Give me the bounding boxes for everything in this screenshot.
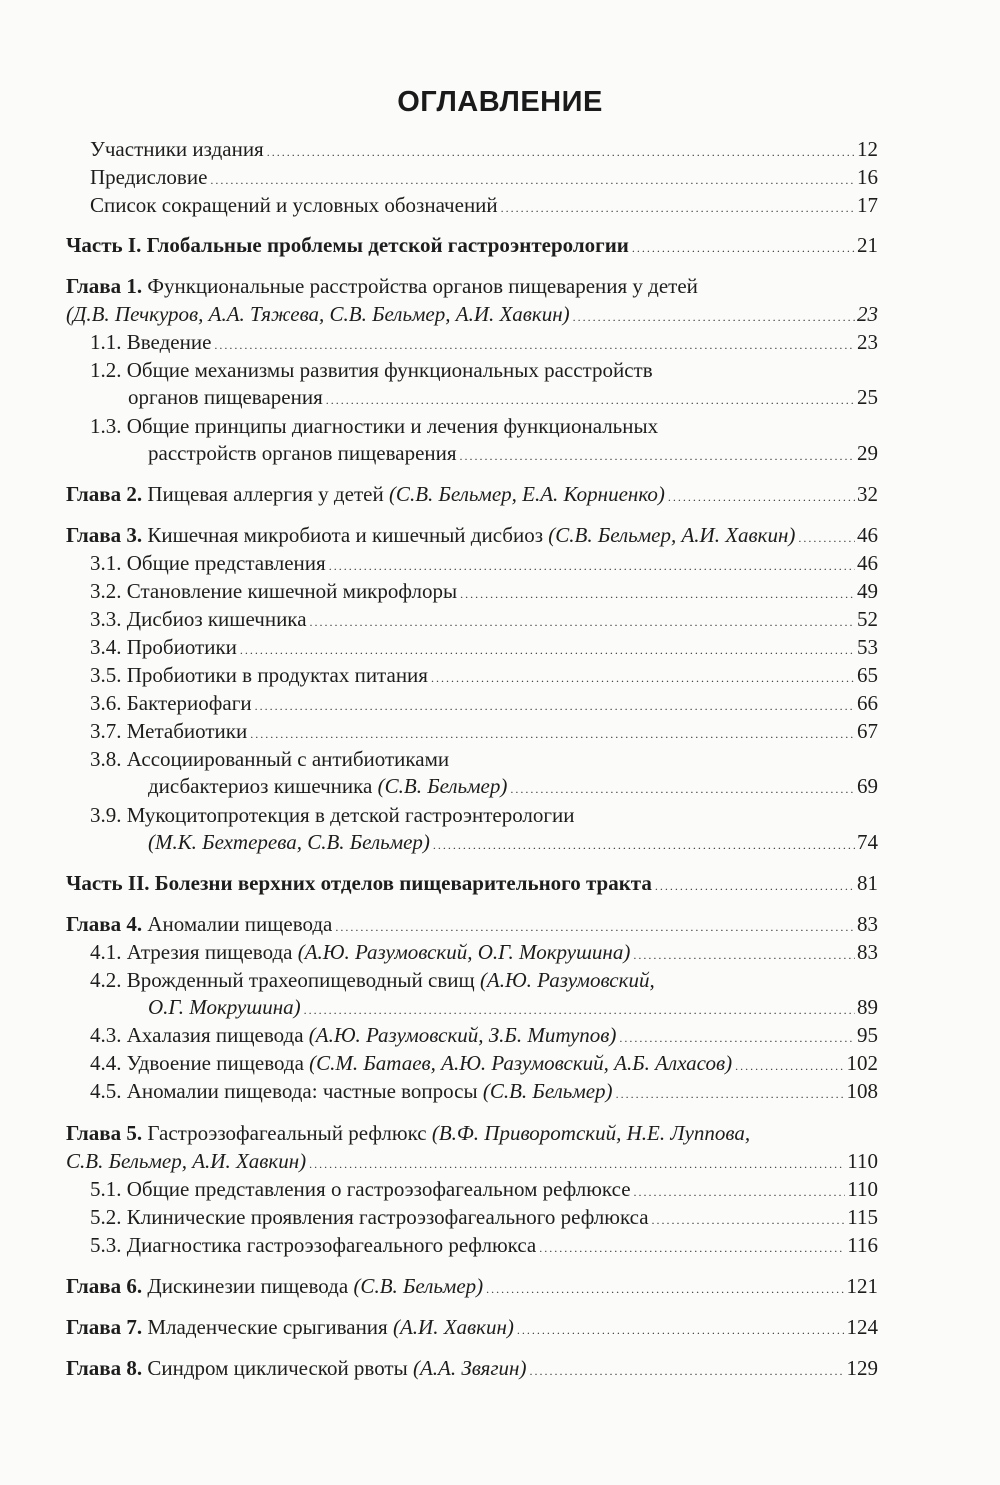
leader-dots	[634, 1179, 846, 1205]
toc-page-number: 108	[846, 1079, 878, 1103]
leader-dots	[431, 665, 855, 691]
leader-dots	[460, 443, 855, 469]
toc-page-number: 115	[847, 1205, 878, 1229]
section-authors: (А.Ю. Разумовский, О.Г. Мокрушина)	[297, 940, 631, 964]
toc-page-number: 69	[857, 774, 878, 798]
leader-dots	[310, 609, 855, 635]
leader-dots	[267, 139, 855, 165]
chapter-number: Глава 2.	[66, 482, 143, 506]
toc-page-number: 95	[857, 1023, 878, 1047]
chapter-authors: С.В. Бельмер, А.И. Хавкин)	[66, 1149, 307, 1173]
toc-section-4-1[interactable]	[90, 939, 878, 968]
section-label: 3.1. Общие представления	[90, 551, 326, 575]
chapter-title: Дискинезии пищевода	[147, 1274, 349, 1298]
toc-chapter-6[interactable]	[66, 1273, 878, 1302]
section-authors: (С.В. Бельмер)	[377, 774, 508, 798]
toc-section-3-9[interactable]	[148, 829, 878, 858]
leader-dots	[433, 832, 855, 858]
section-label: 5.2. Клинические проявления гастроэзофагеального рефлюкса	[90, 1205, 649, 1229]
toc-page-number: 32	[857, 482, 878, 506]
leader-dots	[460, 581, 855, 607]
section-label: 3.4. Пробиотики	[90, 635, 237, 659]
chapter-number: Глава 4.	[66, 912, 143, 936]
section-authors: (С.В. Бельмер)	[482, 1079, 613, 1103]
toc-chapter-2[interactable]	[66, 481, 878, 510]
toc-entry-abbreviations[interactable]	[90, 192, 878, 221]
section-authors: О.Г. Мокрушина)	[148, 995, 301, 1019]
leader-dots	[250, 721, 855, 747]
chapter-number: Глава 5.	[66, 1121, 143, 1145]
section-label: 1.1. Введение	[90, 330, 212, 354]
chapter-authors: (А.И. Хавкин)	[392, 1315, 514, 1339]
section-label: расстройств органов пищеварения	[148, 441, 457, 465]
chapter-number: Глава 8.	[66, 1356, 143, 1380]
leader-dots	[501, 195, 855, 221]
toc-section-5-2[interactable]	[90, 1204, 878, 1233]
chapter-number: Глава 6.	[66, 1274, 143, 1298]
toc-section-5-1[interactable]	[90, 1176, 878, 1205]
toc-part-1[interactable]	[66, 232, 878, 261]
toc-section-3-5[interactable]	[90, 662, 878, 691]
toc-page-number: 102	[846, 1051, 878, 1075]
toc-entry-label: Участники издания	[90, 137, 264, 161]
toc-page-number: 25	[857, 385, 878, 409]
toc-page-number: 12	[857, 137, 878, 161]
toc-chapter-3[interactable]	[66, 522, 878, 551]
toc-page-number: 23	[857, 302, 878, 326]
toc-chapter-5[interactable]	[66, 1148, 878, 1177]
chapter-number: Глава 1.	[66, 274, 143, 298]
toc-page-number: 121	[846, 1274, 878, 1298]
chapter-authors: (А.А. Звягин)	[412, 1356, 527, 1380]
toc-page-number: 49	[857, 579, 878, 603]
toc-chapter-4[interactable]	[66, 911, 878, 940]
toc-page-number: 21	[857, 233, 878, 257]
chapter-authors: (С.В. Бельмер, Е.А. Корниенко)	[388, 482, 665, 506]
toc-page-number: 53	[857, 635, 878, 659]
leader-dots	[210, 167, 855, 193]
leader-dots	[632, 235, 855, 261]
toc-section-3-1[interactable]	[90, 550, 878, 579]
toc-section-3-7[interactable]	[90, 718, 878, 747]
toc-page-number: 23	[857, 330, 878, 354]
chapter-authors: (С.В. Бельмер, А.И. Хавкин)	[548, 523, 796, 547]
toc-section-1-2[interactable]	[128, 384, 878, 413]
section-label: 3.2. Становление кишечной микрофлоры	[90, 579, 458, 603]
section-label: 4.5. Аномалии пищевода: частные вопросы	[90, 1079, 478, 1103]
leader-dots	[798, 525, 855, 551]
toc-section-3-3[interactable]	[90, 606, 878, 635]
chapter-number: Глава 7.	[66, 1315, 143, 1339]
toc-section-4-4[interactable]	[90, 1050, 878, 1079]
toc-section-3-9-line1[interactable]: 3.9. Мукоцитопротекция в детской гастроэнтерологии	[90, 803, 575, 827]
toc-part-2[interactable]	[66, 870, 878, 899]
leader-dots	[309, 1151, 845, 1177]
section-label: 3.5. Пробиотики в продуктах питания	[90, 663, 428, 687]
chapter-title: Младенческие срыгивания	[147, 1315, 388, 1339]
toc-page-number: 110	[847, 1177, 878, 1201]
section-authors: (А.Ю. Разумовский,	[479, 968, 655, 992]
toc-section-3-8[interactable]	[148, 773, 878, 802]
section-label: 5.1. Общие представления о гастроэзофагеальном рефлюксе	[90, 1177, 631, 1201]
toc-chapter-1-title[interactable]	[66, 273, 698, 299]
toc-page-number: 83	[857, 940, 878, 964]
toc-page-number: 65	[857, 663, 878, 687]
toc-entry-contributors[interactable]	[90, 136, 878, 165]
toc-page-number: 46	[857, 523, 878, 547]
part-label: Часть I. Глобальные проблемы детской гастроэнтерологии	[66, 233, 629, 257]
leader-dots	[539, 1235, 845, 1261]
leader-dots	[652, 1207, 846, 1233]
leader-dots	[735, 1053, 844, 1079]
chapter-title: Синдром циклической рвоты	[147, 1356, 408, 1380]
toc-page-number: 74	[857, 830, 878, 854]
toc-page-number: 17	[857, 193, 878, 217]
toc-section-4-3[interactable]	[90, 1022, 878, 1051]
toc-section-4-2-line1[interactable]	[90, 967, 655, 993]
section-label: 3.3. Дисбиоз кишечника	[90, 607, 307, 631]
leader-dots	[668, 484, 855, 510]
toc-chapter-8[interactable]	[66, 1355, 878, 1384]
section-label: 5.3. Диагностика гастроэзофагеального рефлюкса	[90, 1233, 537, 1257]
toc-chapter-1-authors[interactable]	[66, 301, 878, 330]
leader-dots	[255, 693, 855, 719]
chapter-authors: (С.В. Бельмер)	[353, 1274, 484, 1298]
toc-page-number: 29	[857, 441, 878, 465]
toc-page-number: 129	[846, 1356, 878, 1380]
toc-section-1-2-line1[interactable]: 1.2. Общие механизмы развития функциональных расстройств	[90, 358, 653, 382]
toc-page-number: 52	[857, 607, 878, 631]
leader-dots	[619, 1025, 855, 1051]
chapter-title: Аномалии пищевода	[147, 912, 333, 936]
toc-section-5-3[interactable]	[90, 1232, 878, 1261]
toc-section-3-4[interactable]	[90, 634, 878, 663]
leader-dots	[486, 1276, 844, 1302]
section-authors: (А.Ю. Разумовский, З.Б. Митупов)	[308, 1023, 617, 1047]
toc-section-3-6[interactable]	[90, 690, 878, 719]
toc-page-number: 83	[857, 912, 878, 936]
leader-dots	[240, 637, 855, 663]
toc-page-number: 89	[857, 995, 878, 1019]
leader-dots	[214, 332, 855, 358]
toc-page-number: 16	[857, 165, 878, 189]
chapter-title: Функциональные расстройства органов пищеварения у детей	[147, 274, 698, 298]
leader-dots	[633, 942, 855, 968]
leader-dots	[655, 873, 855, 899]
section-label: 3.7. Метабиотики	[90, 719, 248, 743]
toc-page-number: 110	[847, 1149, 878, 1173]
toc-section-3-8-line1[interactable]: 3.8. Ассоциированный с антибиотиками	[90, 747, 450, 771]
toc-section-4-2[interactable]	[148, 994, 878, 1023]
section-label: 4.3. Ахалазия пищевода	[90, 1023, 304, 1047]
toc-page-number: 67	[857, 719, 878, 743]
chapter-title: Пищевая аллергия у детей	[147, 482, 384, 506]
leader-dots	[510, 776, 855, 802]
section-label: дисбактериоз кишечника	[148, 774, 373, 798]
leader-dots	[304, 997, 855, 1023]
toc-page-number: 46	[857, 551, 878, 575]
chapter-authors: (В.Ф. Приворотский, Н.Е. Луппова,	[431, 1121, 751, 1145]
toc-section-1-3-line1[interactable]: 1.3. Общие принципы диагностики и лечения функциональных	[90, 414, 659, 438]
chapter-title: Гастроэзофагеальный рефлюкс	[147, 1121, 427, 1145]
leader-dots	[517, 1317, 845, 1343]
leader-dots	[573, 304, 855, 330]
toc-entry-label: Список сокращений и условных обозначений	[90, 193, 498, 217]
section-label: 4.2. Врожденный трахеопищеводный свищ	[90, 968, 475, 992]
toc-page-number: 124	[846, 1315, 878, 1339]
leader-dots	[329, 553, 855, 579]
leader-dots	[335, 914, 855, 940]
toc-chapter-5-title[interactable]	[66, 1120, 750, 1146]
chapter-authors: (Д.В. Печкуров, А.А. Тяжева, С.В. Бельмер, А.И. Хавкин)	[66, 302, 570, 326]
toc-page-number: 116	[847, 1233, 878, 1257]
section-authors: (М.К. Бехтерева, С.В. Бельмер)	[148, 830, 430, 854]
chapter-title: Кишечная микробиота и кишечный дисбиоз	[147, 523, 544, 547]
section-label: 4.1. Атрезия пищевода	[90, 940, 293, 964]
section-label: органов пищеварения	[128, 385, 323, 409]
leader-dots	[326, 387, 855, 413]
toc-page-number: 66	[857, 691, 878, 715]
toc-entry-label: Предисловие	[90, 165, 208, 189]
toc-entry-preface[interactable]	[90, 164, 878, 193]
toc-section-1-3[interactable]	[148, 440, 878, 469]
toc-section-3-2[interactable]	[90, 578, 878, 607]
section-authors: (С.М. Батаев, А.Ю. Разумовский, А.Б. Алхасов)	[309, 1051, 733, 1075]
toc-chapter-7[interactable]	[66, 1314, 878, 1343]
section-label: 4.4. Удвоение пищевода	[90, 1051, 304, 1075]
toc-section-1-1[interactable]	[90, 329, 878, 358]
page-title: ОГЛАВЛЕНИЕ	[397, 86, 603, 118]
leader-dots	[529, 1358, 844, 1384]
part-label: Часть II. Болезни верхних отделов пищеварительного тракта	[66, 871, 652, 895]
chapter-number: Глава 3.	[66, 523, 143, 547]
section-label: 3.6. Бактериофаги	[90, 691, 252, 715]
toc-page-number: 81	[857, 871, 878, 895]
toc-section-4-5[interactable]	[90, 1078, 878, 1107]
leader-dots	[616, 1081, 845, 1107]
